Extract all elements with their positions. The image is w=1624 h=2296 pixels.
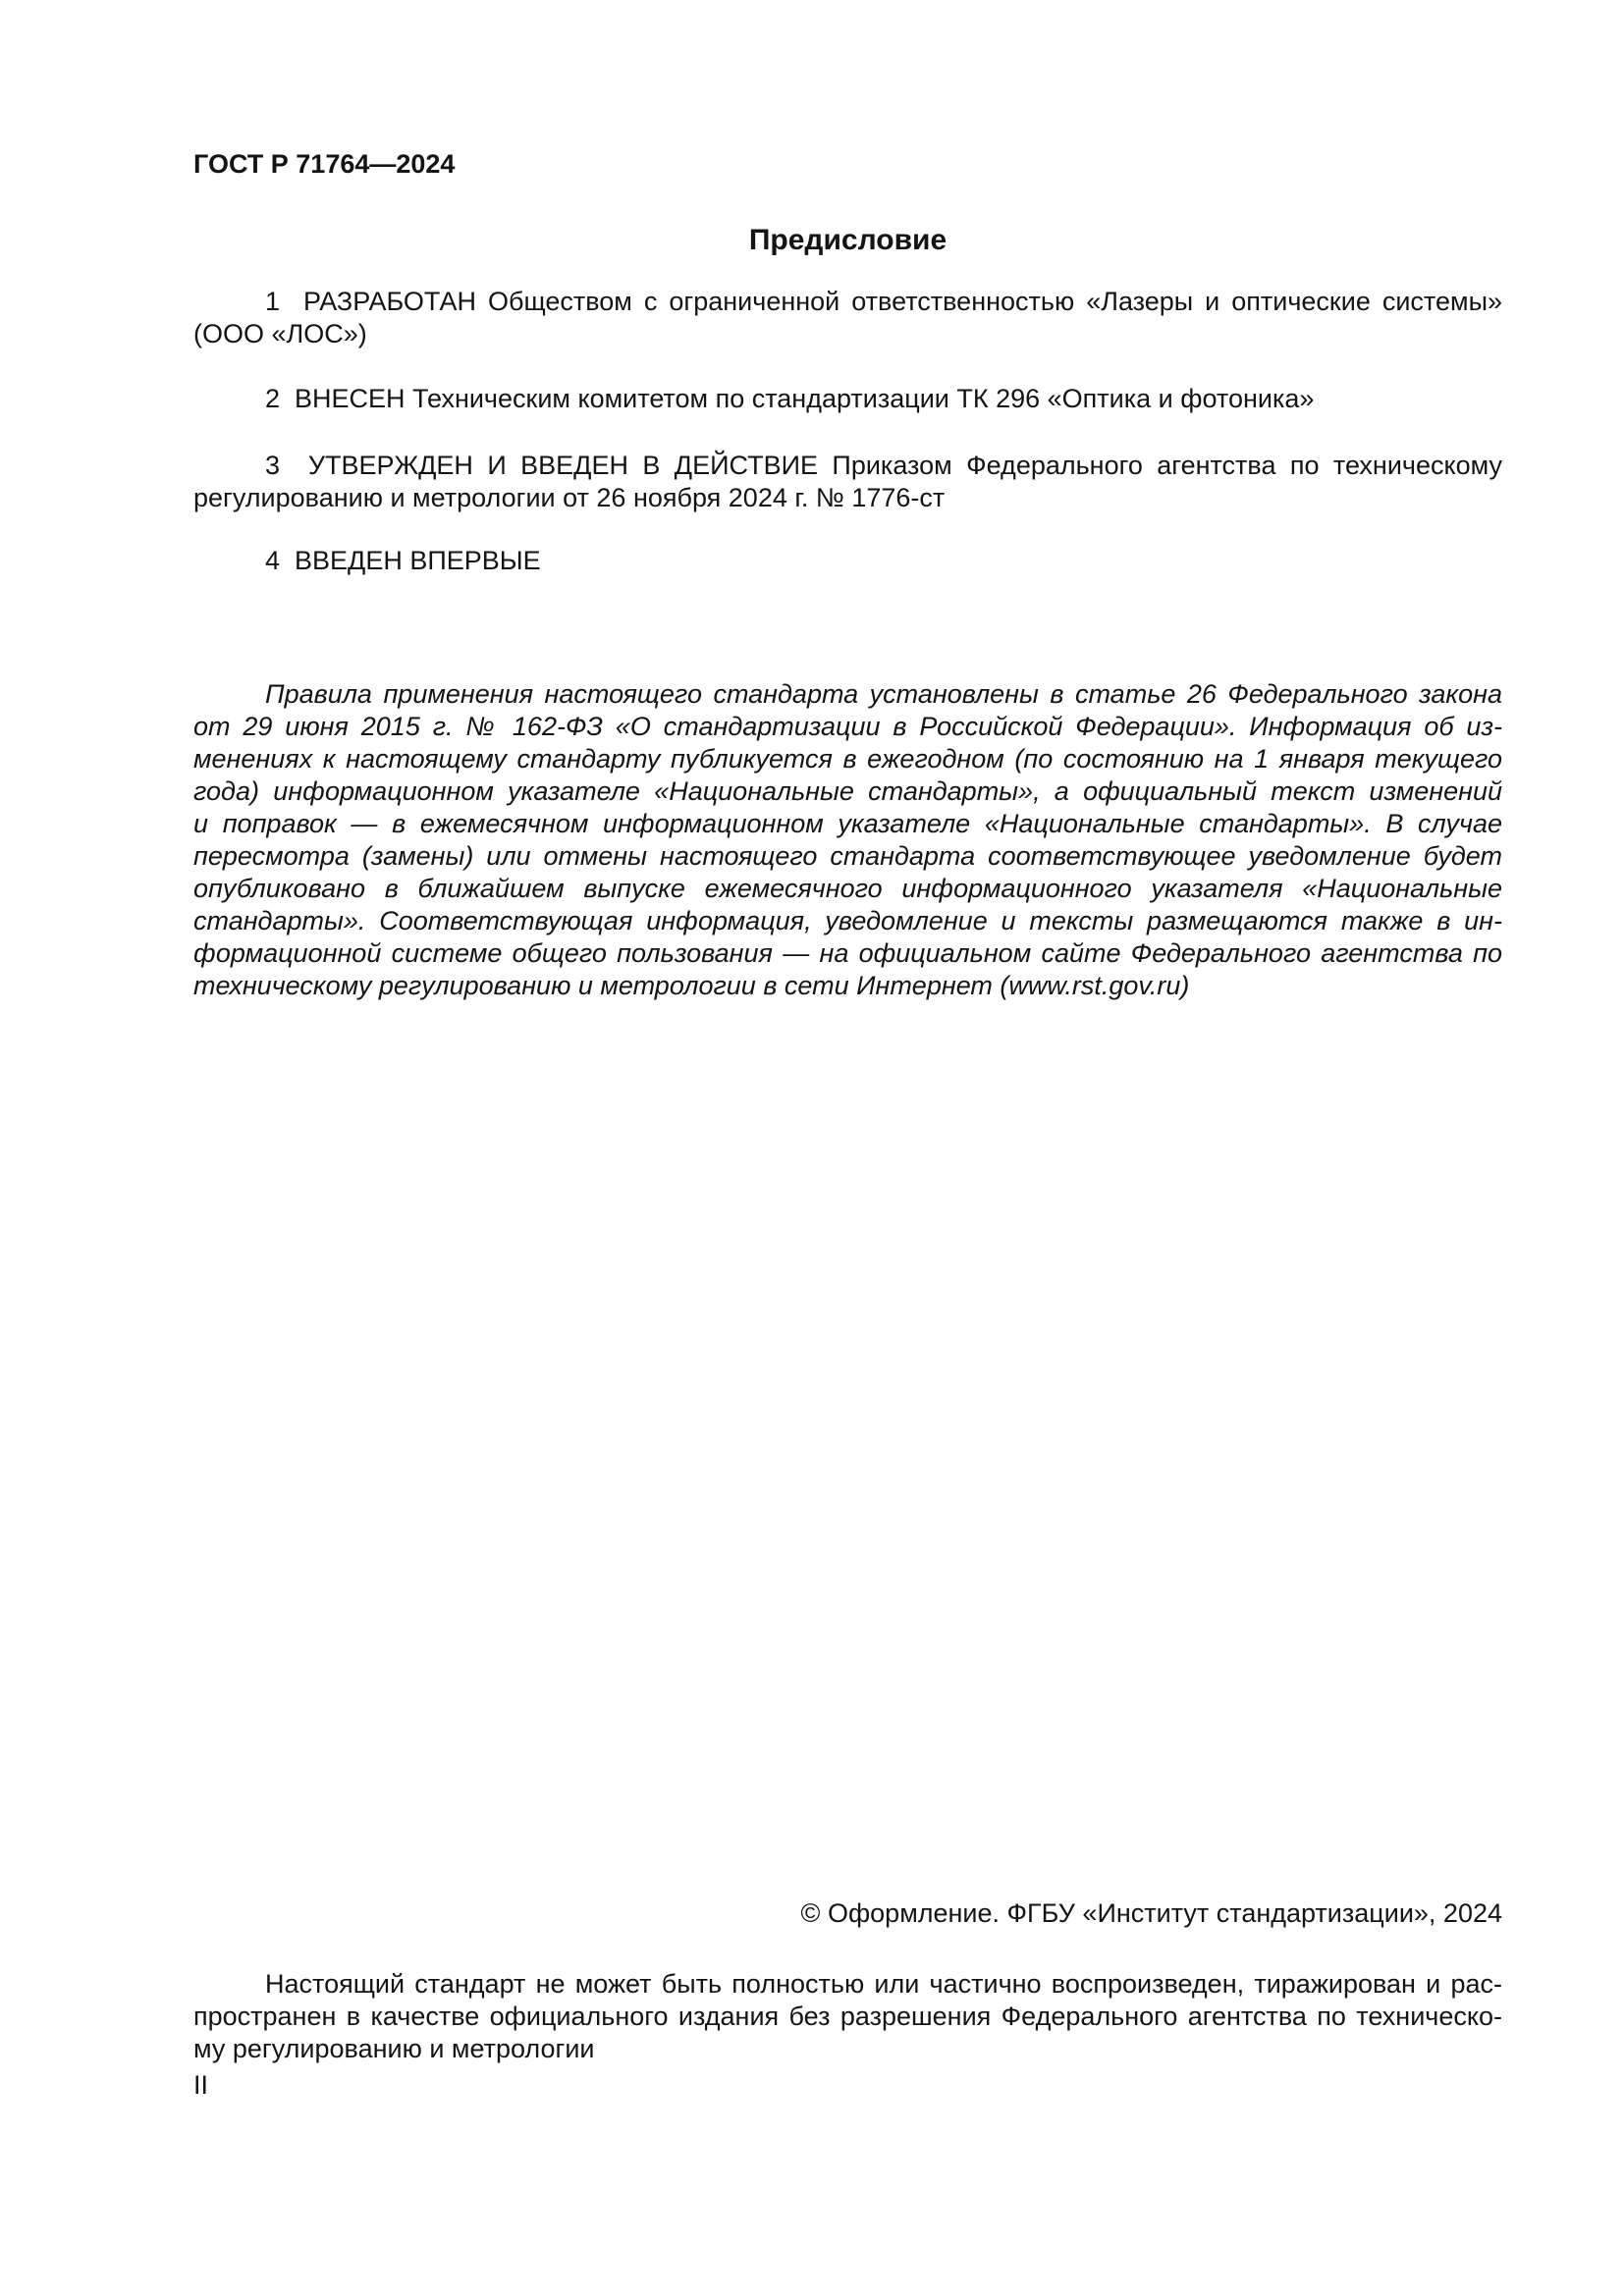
text-line: 4 ВВЕДЕН ВПЕРВЫЕ — [265, 546, 541, 575]
foreword-item-first-edition — [193, 545, 1502, 577]
page-number: II — [193, 2070, 209, 2100]
text-line: Настоящий стандарт не может быть полностью или частично воспроизведен, тиражирован и рас- — [265, 1969, 1502, 1999]
foreword-item-approved — [193, 450, 1502, 514]
text-line: Правила применения настоящего стандарта установлены в статье 26 Федерального закона — [265, 679, 1502, 709]
text-line: от 29 июня 2015 г. № 162-ФЗ «О стандартизации в Российской Федерации». Информация об из- — [193, 712, 1502, 741]
text-line: стандарты». Соответствующая информация, уведомление и тексты размещаются также в ин- — [193, 906, 1502, 935]
running-header-document-code: ГОСТ Р 71764—2024 — [193, 149, 456, 179]
text-line: 3 УТВЕРЖДЕН И ВВЕДЕН В ДЕЙСТВИЕ Приказом Федерального агентства по техническому — [265, 451, 1502, 480]
text-line: и поправок — в ежемесячном информационном указателе «Национальные стандарты». В случае — [193, 809, 1502, 838]
text-line: техническому регулированию и метрологии в сети Интернет (www.rst.gov.ru) — [193, 971, 1190, 1000]
foreword-item-submitted — [193, 383, 1502, 415]
text-line: года) информационном указателе «Национальные стандарты», а официальный текст изменений — [193, 776, 1502, 806]
text-line: пространен в качестве официального издания без разрешения Федерального агентства по техническо- — [193, 2002, 1502, 2031]
text-line: (ООО «ЛОС») — [193, 319, 367, 348]
text-line: опубликовано в ближайшем выпуске ежемесячного информационного указателя «Национальные — [193, 874, 1502, 903]
legal-application-notice — [193, 678, 1502, 1002]
text-line: 1 РАЗРАБОТАН Обществом с ограниченной ответственностью «Лазеры и оптические системы» — [265, 287, 1502, 316]
text-line: формационной системе общего пользования — на официальном сайте Федерального агентства по — [193, 938, 1502, 968]
text-line: менениях к настоящему стандарту публикуется в ежегодном (по состоянию на 1 января текущего — [193, 744, 1502, 774]
page-title: Предисловие — [748, 224, 947, 256]
foreword-item-developed — [193, 286, 1502, 350]
text-line: му регулированию и метрологии — [193, 2034, 595, 2063]
text-line: регулированию и метрологии от 26 ноября 2024 г. № 1776-ст — [193, 483, 946, 512]
text-line: пересмотра (замены) или отмены настоящего стандарта соответствующее уведомление будет — [193, 841, 1502, 871]
text-line: 2 ВНЕСЕН Техническим комитетом по стандартизации ТК 296 «Оптика и фотоника» — [265, 384, 1315, 413]
copyright-line: © Оформление. ФГБУ «Институт стандартизации», 2024 — [800, 1898, 1502, 1928]
reproduction-restriction-notice — [193, 1968, 1502, 2065]
